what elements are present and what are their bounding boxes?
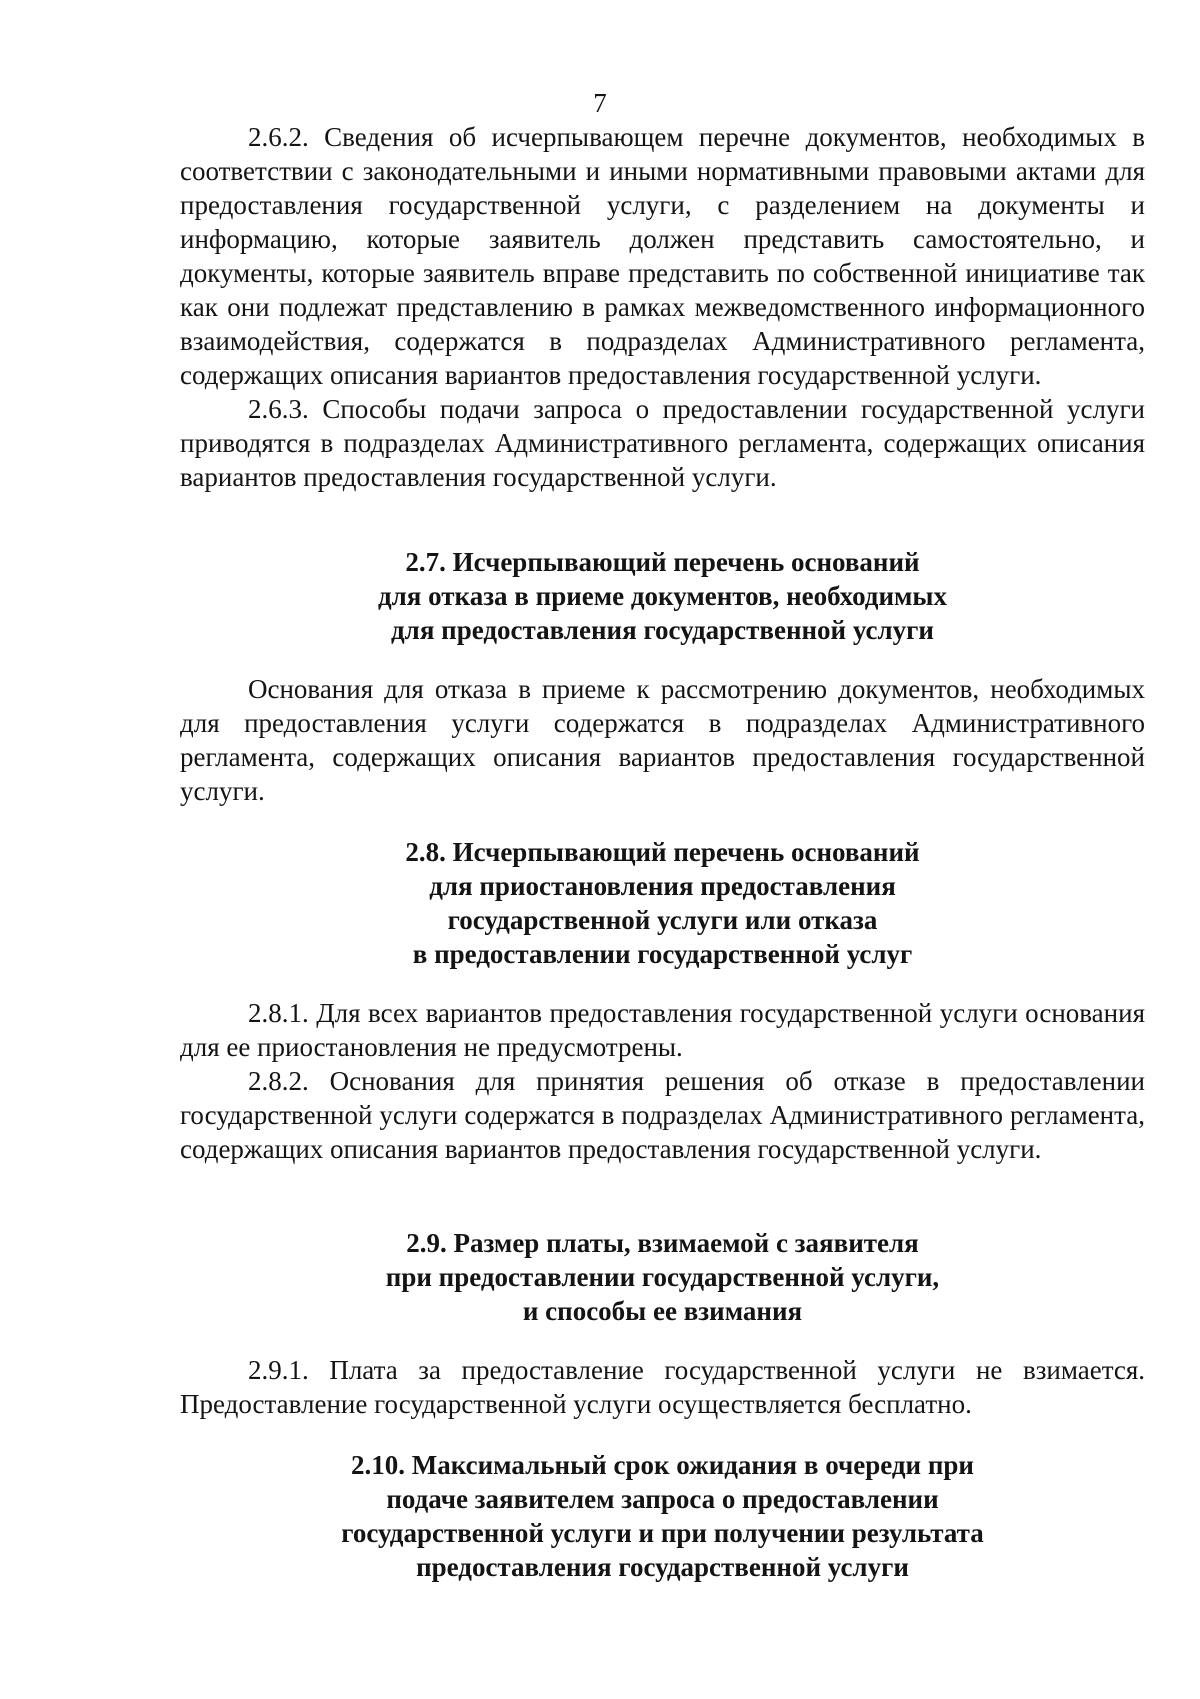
heading-line: предоставления государственной услуги — [416, 1552, 909, 1582]
heading-line: для приостановления предоставления — [429, 871, 896, 901]
heading-line: и способы ее взимания — [522, 1296, 803, 1326]
heading-line: в предоставлении государственной услуг — [412, 939, 913, 969]
heading-line: 2.8. Исчерпывающий перечень оснований — [405, 837, 920, 867]
heading-2-7 — [180, 545, 1145, 647]
heading-line: государственной услуги и при получении результата — [341, 1518, 984, 1548]
paragraph-2-9-1: 2.9.1. Плата за предоставление государственной услуги не взимается. Предоставление государственной услуги осуществляется бесплатно. — [180, 1355, 1145, 1419]
section-2-9-text — [180, 1353, 1145, 1421]
page-number: 7 — [593, 88, 607, 118]
heading-2-10 — [180, 1448, 1145, 1584]
section-2-7-text — [180, 672, 1145, 808]
paragraph-2-6-3: 2.6.3. Способы подачи запроса о предоставлении государственной услуги приводятся в подразделах Административного регламента, содержащих описания вариантов предоставления государственной услуги. — [180, 394, 1145, 492]
section-2-6-text — [180, 120, 1145, 494]
paragraph-2-8-2: 2.8.2. Основания для принятия решения об отказе в предоставлении государственной услуги содержатся в подразделах Административного регламента, содержащих описания вариантов предоставления государственной услуги. — [180, 1066, 1145, 1164]
heading-line: государственной услуги или отказа — [447, 905, 878, 935]
paragraph-2-6-2: 2.6.2. Сведения об исчерпывающем перечне документов, необходимых в соответствии с законодательными и иными нормативными правовыми актами для предоставления государственной услуги, с разделением на документы и информацию, которые заявитель должен представить самостоятельно, и документы, которые заявитель вправе представить по собственной инициативе так как они подлежат представлению в рамках межведомственного информационного взаимодействия, содержатся в подразделах Административного регламента, содержащих описания вариантов предоставления государственной услуги. — [180, 122, 1145, 390]
heading-line: 2.7. Исчерпывающий перечень оснований — [405, 547, 920, 577]
heading-line: для отказа в приеме документов, необходимых — [377, 581, 947, 611]
heading-line: 2.10. Максимальный срок ожидания в очереди при — [351, 1450, 974, 1480]
paragraph-2-8-1: 2.8.1. Для всех вариантов предоставления государственной услуги основания для ее приостановления не предусмотрены. — [180, 998, 1145, 1062]
heading-line: при предоставлении государственной услуги, — [385, 1262, 940, 1292]
heading-line: подаче заявителем запроса о предоставлении — [386, 1484, 939, 1514]
paragraph-2-7: Основания для отказа в приеме к рассмотрению документов, необходимых для предоставления услуги содержатся в подразделах Административного регламента, содержащих описания вариантов предоставления государственной услуги. — [180, 674, 1145, 806]
section-2-8-text — [180, 996, 1145, 1166]
heading-line: для предоставления государственной услуги — [391, 615, 934, 645]
heading-2-9 — [180, 1226, 1145, 1328]
heading-line: 2.9. Размер платы, взимаемой с заявителя — [406, 1228, 919, 1258]
heading-2-8 — [180, 835, 1145, 971]
